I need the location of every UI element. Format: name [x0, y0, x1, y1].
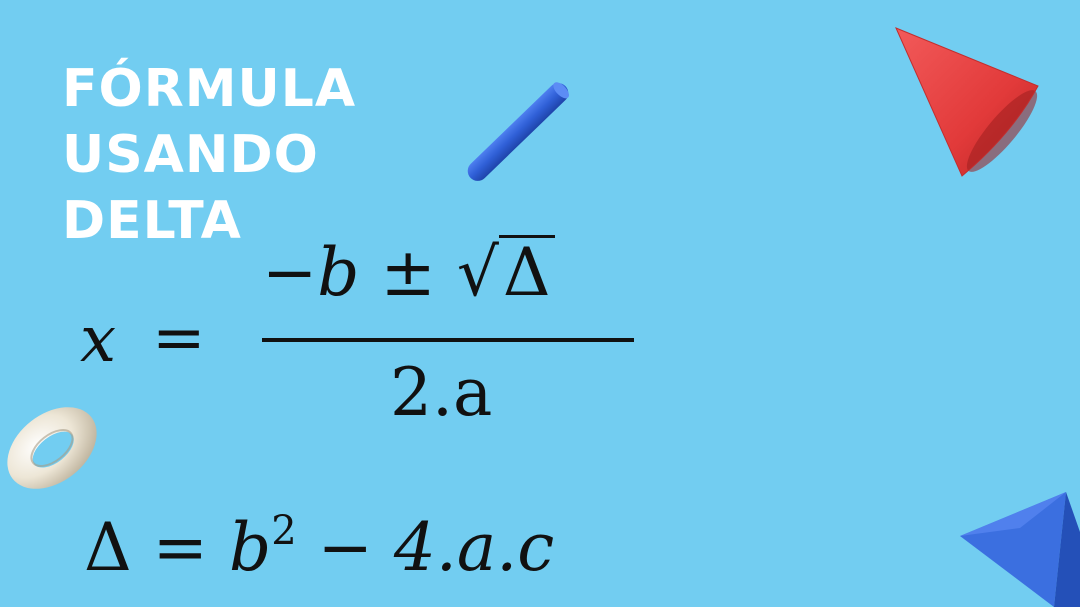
numerator-delta: Δ	[499, 235, 555, 308]
title-line-1: FÓRMULA	[62, 59, 357, 119]
numerator-plus-minus: ±	[380, 234, 436, 311]
delta-formula-exponent: 2	[271, 508, 297, 554]
formula-x-equals: =	[152, 301, 206, 375]
blue-pyramid-shape	[960, 492, 1080, 607]
fraction-numerator	[262, 232, 632, 314]
blue-stick-shape	[462, 70, 574, 194]
numerator-minus-b: −b	[262, 234, 360, 311]
slide-title	[62, 56, 356, 254]
fraction-bar	[262, 338, 634, 342]
title-line-2: USANDO	[62, 125, 319, 185]
fraction-denominator: 2.a	[390, 354, 493, 431]
cream-torus-shape	[0, 398, 104, 498]
delta-formula-rest: − 4.a.c	[317, 509, 555, 586]
delta-formula-lhs: Δ	[84, 509, 132, 586]
formula-x-variable: x	[80, 303, 117, 377]
delta-formula-b: b	[228, 509, 272, 586]
delta-formula	[84, 506, 554, 590]
red-cone-shape	[892, 24, 1042, 184]
title-line-3: DELTA	[62, 191, 242, 251]
square-root-symbol: √	[456, 234, 499, 311]
delta-formula-equals: =	[152, 509, 208, 586]
